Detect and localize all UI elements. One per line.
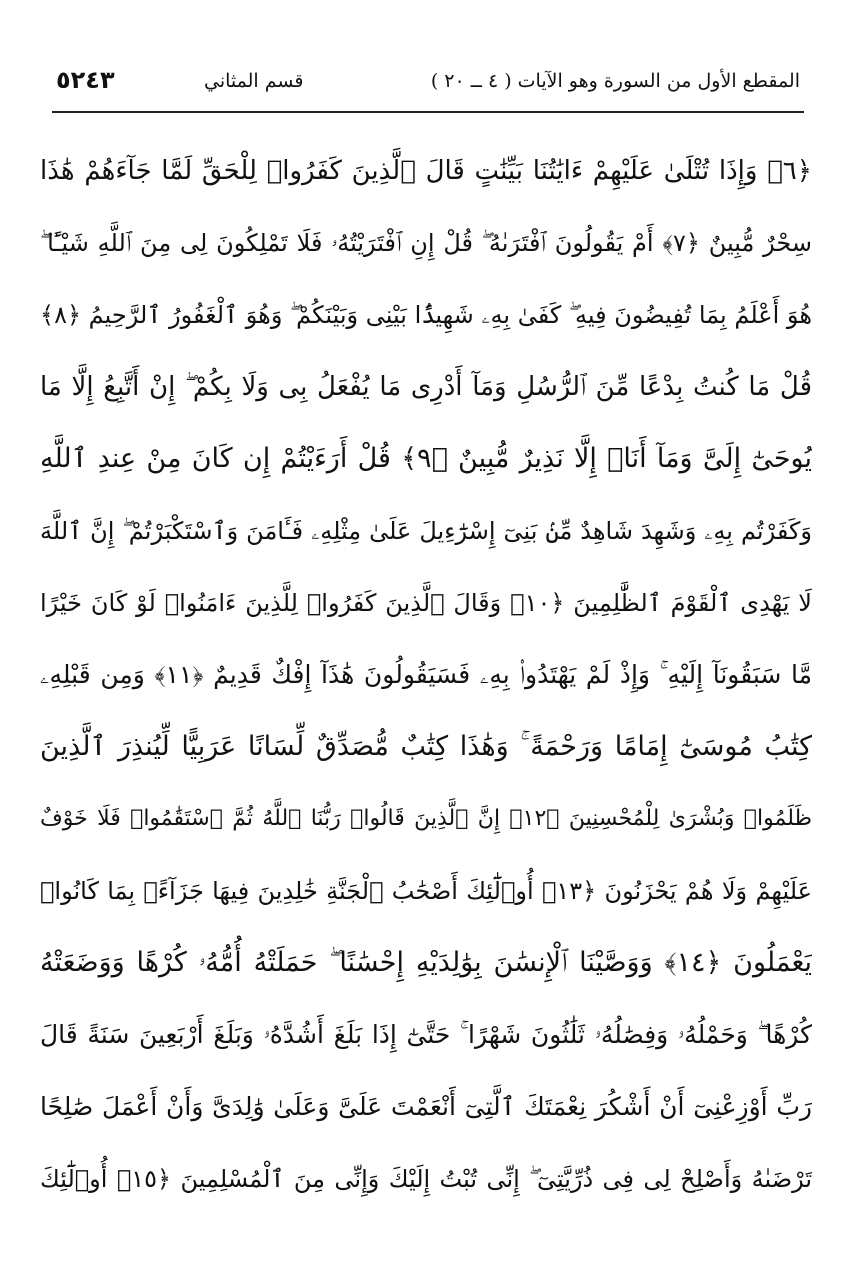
text-line: قُلْ مَا كُنتُ بِدْعًا مِّنَ ٱلرُّسُلِ وَمَآ أَدْرِى مَا يُفْعَلُ بِى وَلَا بِكُمْ ۖ إِنْ أَتَّبِعُ إِلَّا مَا — [40, 372, 812, 402]
text-line: وَكَفَرْتُم بِهِۦ وَشَهِدَ شَاهِدٌ مِّنۢ بَنِىٓ إِسْرَٰٓءِيلَ عَلَىٰ مِثْلِهِۦ فَـَٔامَنَ وَٱسْتَكْبَرْتُمْ ۖ إِنَّ ٱللَّهَ — [40, 517, 812, 545]
text-line: كِتَٰبُ مُوسَىٰٓ إِمَامًا وَرَحْمَةً ۚ وَهَٰذَا كِتَٰبٌ مُّصَدِّقٌ لِّسَانًا عَرَبِيًّا لِّيُنذِرَ ٱلَّذِينَ — [40, 731, 812, 762]
header-title: المقطع الأول من السورة وهو الآيات ( ٤ ــ ٢٠ ) — [430, 70, 800, 92]
text-line: يَعْمَلُونَ ﴿١٤﴾ وَوَصَّيْنَا ٱلْإِنسَٰنَ بِوَٰلِدَيْهِ إِحْسَٰنًا ۖ حَمَلَتْهُ أُمُّهُۥ كُرْهًا وَوَضَعَتْهُ — [40, 947, 812, 978]
text-line: لَا يَهْدِى ٱلْقَوْمَ ٱلظَّٰلِمِينَ ﴿١٠﴾ وَقَالَ ٱلَّذِينَ كَفَرُوا۟ لِلَّذِينَ ءَامَنُوا۟ لَوْ كَانَ خَيْرًا — [40, 589, 812, 617]
text-line: سِحْرٌ مُّبِينٌ ﴿٧﴾ أَمْ يَقُولُونَ ٱفْتَرَىٰهُ ۖ قُلْ إِنِ ٱفْتَرَيْتُهُۥ فَلَا تَمْلِكُونَ لِى مِنَ ٱللَّهِ شَيْـًٔا ۖ — [40, 229, 812, 257]
text-line: تَرْضَىٰهُ وَأَصْلِحْ لِى فِى ذُرِّيَّتِىٓ ۖ إِنِّى تُبْتُ إِلَيْكَ وَإِنِّى مِنَ ٱلْمُسْلِمِينَ ﴿١٥﴾ أُو۟لَٰٓئِكَ — [40, 1165, 812, 1193]
header-divider — [52, 111, 804, 113]
text-line: مَّا سَبَقُونَآ إِلَيْهِ ۚ وَإِذْ لَمْ يَهْتَدُوا۟ بِهِۦ فَسَيَقُولُونَ هَٰذَآ إِفْكٌ قَدِيمٌ ﴿١١﴾ وَمِن قَبْلِهِۦ — [40, 660, 812, 689]
page-header — [56, 62, 800, 106]
quran-text-body — [40, 135, 812, 1215]
text-line: عَلَيْهِمْ وَلَا هُمْ يَحْزَنُونَ ﴿١٣﴾ أُو۟لَٰٓئِكَ أَصْحَٰبُ ٱلْجَنَّةِ خَٰلِدِينَ فِيهَا جَزَآءًۢ بِمَا كَانُوا۟ — [40, 877, 812, 905]
text-line: ظَلَمُوا۟ وَبُشْرَىٰ لِلْمُحْسِنِينَ ﴿١٢﴾ إِنَّ ٱلَّذِينَ قَالُوا۟ رَبُّنَا ٱللَّهُ ثُمَّ ٱسْتَقَٰمُوا۟ فَلَا خَوْفٌ — [40, 806, 812, 831]
header-section-name: قسم المثاني — [204, 70, 304, 92]
text-line: كُرْهًا ۖ وَحَمْلُهُۥ وَفِصَٰلُهُۥ ثَلَٰثُونَ شَهْرًا ۚ حَتَّىٰٓ إِذَا بَلَغَ أَشُدَّهُۥ وَبَلَغَ أَرْبَعِينَ سَنَةً قَالَ — [40, 1020, 812, 1049]
text-line: رَبِّ أَوْزِعْنِىٓ أَنْ أَشْكُرَ نِعْمَتَكَ ٱلَّتِىٓ أَنْعَمْتَ عَلَىَّ وَعَلَىٰ وَٰلِدَىَّ وَأَنْ أَعْمَلَ صَٰلِحًا — [40, 1092, 812, 1121]
text-line: يُوحَىٰٓ إِلَىَّ وَمَآ أَنَا۠ إِلَّا نَذِيرٌ مُّبِينٌ ﴿٩﴾ قُلْ أَرَءَيْتُمْ إِن كَانَ مِنْ عِندِ ٱللَّهِ — [40, 443, 812, 474]
page-number: ٥٢٤٣ — [56, 66, 115, 94]
text-line: هُوَ أَعْلَمُ بِمَا تُفِيضُونَ فِيهِ ۖ كَفَىٰ بِهِۦ شَهِيدًۢا بَيْنِى وَبَيْنَكُمْ ۖ وَهُوَ ٱلْغَفُورُ ٱلرَّحِيمُ ﴿٨﴾ — [40, 301, 812, 329]
text-line: ﴿٦﴾ وَإِذَا تُتْلَىٰ عَلَيْهِمْ ءَايَٰتُنَا بَيِّنَٰتٍ قَالَ ٱلَّذِينَ كَفَرُوا۟ لِلْحَقِّ لَمَّا جَآءَهُمْ هَٰذَا — [40, 156, 812, 186]
